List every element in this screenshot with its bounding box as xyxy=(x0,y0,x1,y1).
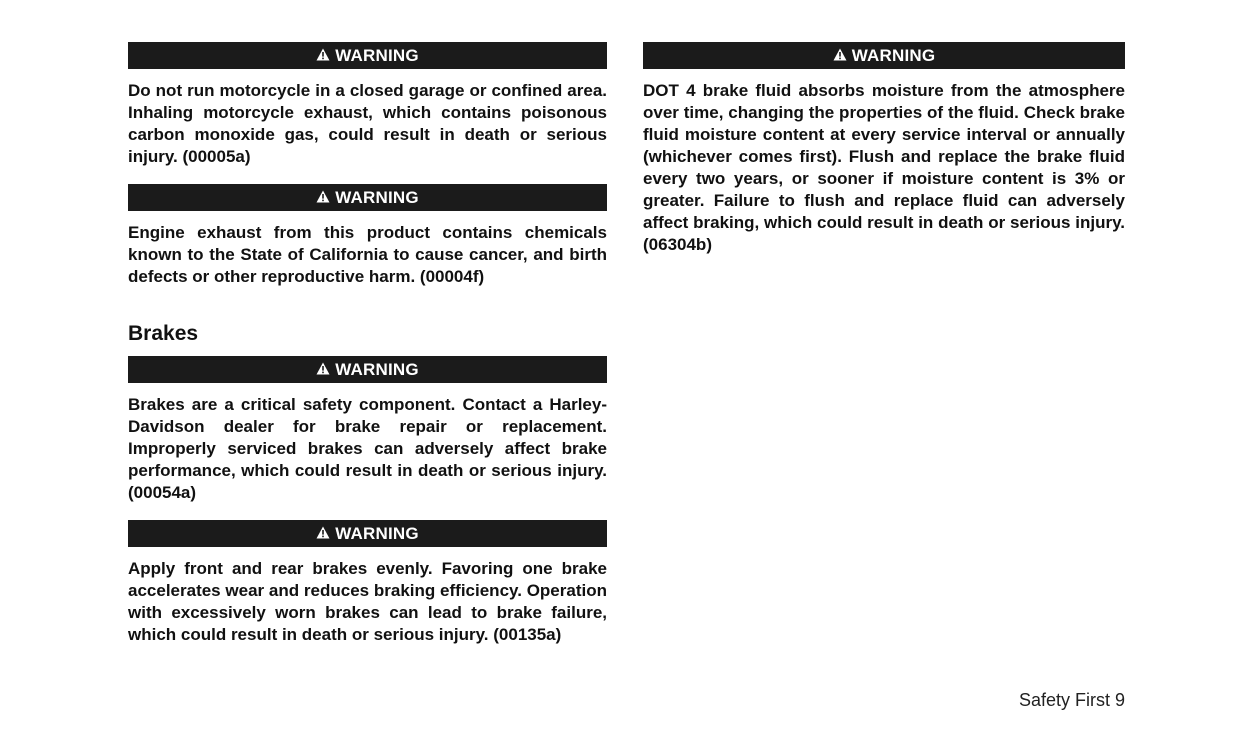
right-column xyxy=(643,42,1125,256)
warning-block xyxy=(128,356,607,504)
page-footer: Safety First 9 xyxy=(1018,690,1125,710)
warning-label: WARNING xyxy=(335,523,419,543)
warning-text: Brakes are a critical safety component. Contact a Harley-Davidson dealer for brake repair or replacement. Improperly serviced brakes can adversely affect brake performance, which could result in death or serious injury. (00054a) xyxy=(128,395,607,502)
warning-header xyxy=(643,42,1125,69)
warning-triangle-icon xyxy=(316,362,330,375)
left-column xyxy=(128,42,607,646)
warning-header xyxy=(128,520,607,547)
warning-block xyxy=(128,184,607,288)
warning-header xyxy=(128,42,607,69)
warning-triangle-icon xyxy=(316,48,330,61)
warning-header xyxy=(128,184,607,211)
warning-triangle-icon xyxy=(316,526,330,539)
warning-label: WARNING xyxy=(335,187,419,207)
warning-triangle-icon xyxy=(833,48,847,61)
warning-block xyxy=(128,520,607,646)
warning-label: WARNING xyxy=(851,45,936,65)
warning-text: Engine exhaust from this product contains chemicals known to the State of California to cause cancer, and birth defects or other reproductive harm. (00004f) xyxy=(128,223,607,286)
warning-text: Do not run motorcycle in a closed garage or confined area. Inhaling motorcycle exhaust, which contains poisonous carbon monoxide gas, could result in death or serious injury. (00005a) xyxy=(128,81,607,166)
warning-label: WARNING xyxy=(335,359,419,379)
warning-triangle-icon xyxy=(316,190,330,203)
warning-text: DOT 4 brake fluid absorbs moisture from the atmosphere over time, changing the properties of the fluid. Check brake fluid moisture content at every service interval or annually (whichever comes first). Flush and replace the brake fluid every two years, or sooner if moisture content is 3% or greater. Failure to flush and replace fluid can adversely affect braking, which could result in death or serious injury. (06304b) xyxy=(643,81,1125,254)
warning-header xyxy=(128,356,607,383)
warning-block xyxy=(128,42,607,168)
warning-text: Apply front and rear brakes evenly. Favoring one brake accelerates wear and reduces braking efficiency. Operation with excessively worn brakes can lead to brake failure, which could result in death or serious injury. (00135a) xyxy=(128,559,607,644)
warning-block xyxy=(643,42,1125,256)
warning-label: WARNING xyxy=(335,45,419,65)
section-title-brakes: Brakes xyxy=(128,322,199,345)
